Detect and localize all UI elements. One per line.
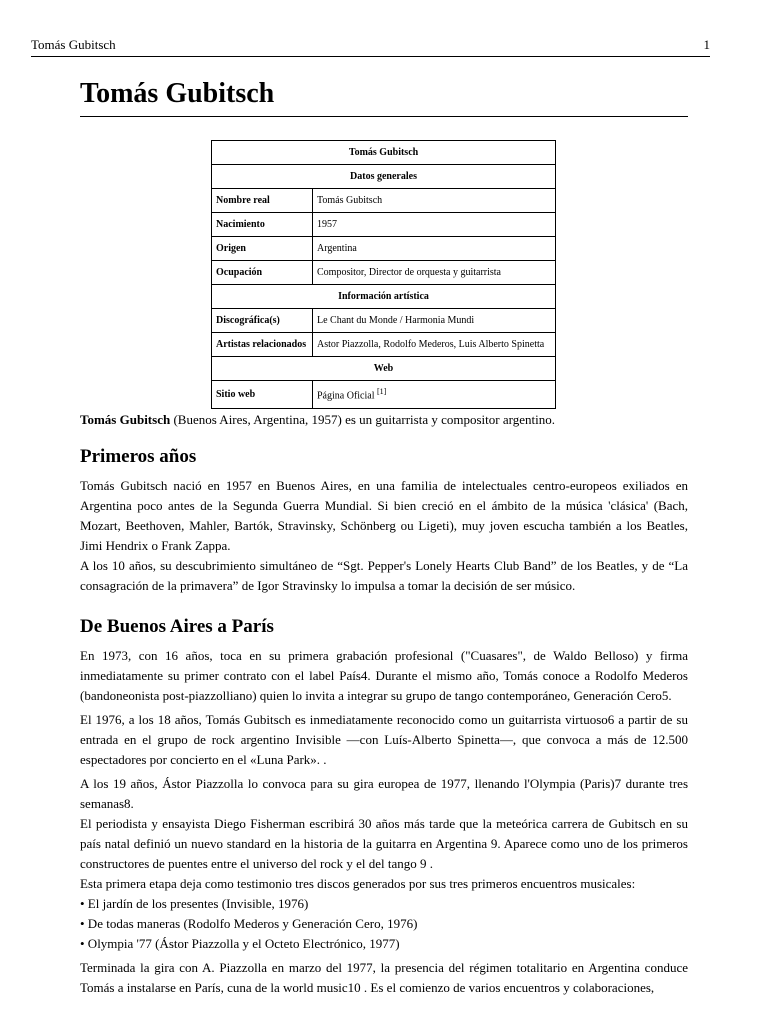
infobox-row [212, 261, 556, 285]
section-heading-de-buenos-aires-a-paris: De Buenos Aires a París [80, 616, 274, 637]
infobox-label: Nacimiento [212, 213, 313, 237]
infobox-label: Nombre real [212, 189, 313, 213]
lead-paragraph [80, 410, 688, 430]
section-heading-primeros-anos: Primeros años [80, 446, 197, 467]
infobox-value [313, 381, 556, 409]
infobox-section-artistic: Información artística [212, 285, 556, 309]
infobox-row [212, 213, 556, 237]
list-item: • Olympia '77 (Ástor Piazzolla y el Octeto Electrónico, 1977) [80, 936, 400, 951]
paragraph: El periodista y ensayista Diego Fisherman escribirá 30 años más tarde que la meteórica carrera de Gubitsch en su país natal definió un nuevo standard en la historia de la guitarra en Argentina 9. Aparece como uno de los primeros constructores de puentes entre el universo del rock y el del tango 9 . [80, 816, 688, 871]
lead-text: (Buenos Aires, Argentina, 1957) es un guitarrista y compositor argentino. [170, 412, 555, 427]
infobox-value: Le Chant du Monde / Harmonia Mundi [313, 309, 556, 333]
page-number: 1 [703, 37, 710, 52]
infobox-value: Argentina [313, 237, 556, 261]
paragraph: A los 19 años, Ástor Piazzolla lo convoca para su gira europea de 1977, llenando l'Olympia (Paris)7 durante tres semanas8. [80, 776, 688, 811]
official-site-link[interactable]: Página Oficial [317, 390, 375, 402]
paragraph: Tomás Gubitsch nació en 1957 en Buenos Aires, en una familia de intelectuales centro-europeos exiliados en Argentina poco antes de la Segunda Guerra Mundial. Si bien creció en el ámbito de la música 'clásica' (Bach, Mozart, Beethoven, Mahler, Bartók, Stravinsky, Schönberg ou Ligeti), muy joven escucha también a los Beatles, Jimi Hendrix o Frank Zappa. [80, 478, 688, 553]
lead-subject: Tomás Gubitsch [80, 412, 171, 427]
infobox-label: Ocupación [212, 261, 313, 285]
infobox-label: Origen [212, 237, 313, 261]
infobox-row [212, 333, 556, 357]
paragraph: Terminada la gira con A. Piazzolla en marzo del 1977, la presencia del régimen totalitario en Argentina conduce Tomás a instalarse en París, cuna de la world music10 . Es el comienzo de varios encuentros y colaboraciones, [80, 960, 688, 995]
infobox-label: Discográfica(s) [212, 309, 313, 333]
infobox-row [212, 309, 556, 333]
infobox-value: Compositor, Director de orquesta y guitarrista [313, 261, 556, 285]
page-title: Tomás Gubitsch [80, 76, 688, 117]
infobox-value: Astor Piazzolla, Rodolfo Mederos, Luis Alberto Spinetta [313, 333, 556, 357]
infobox-label: Artistas relacionados [212, 333, 313, 357]
infobox [211, 140, 556, 409]
infobox-section-web: Web [212, 357, 556, 381]
list-item: • De todas maneras (Rodolfo Mederos y Generación Cero, 1976) [80, 916, 418, 931]
paragraph: El 1976, a los 18 años, Tomás Gubitsch es inmediatamente reconocido como un guitarrista virtuoso6 a partir de su entrada en el grupo de rock argentino Invisible —con Luís-Alberto Spinetta—, que convoca a más de 12.500 espectadores por concierto en el «Luna Park». . [80, 712, 688, 767]
paragraph: A los 10 años, su descubrimiento simultáneo de “Sgt. Pepper's Lonely Hearts Club Band” de los Beatles, y de “La consagración de la primavera” de Igor Stravinsky lo impulsa a tomar la decisión de ser músico. [80, 558, 688, 593]
article-body [80, 410, 688, 998]
infobox-section-general: Datos generales [212, 165, 556, 189]
list-item: • El jardín de los presentes (Invisible, 1976) [80, 896, 309, 911]
infobox-label: Sitio web [212, 381, 313, 409]
paragraph: En 1973, con 16 años, toca en su primera grabación profesional ("Cuasares", de Waldo Belloso) y firma inmediatamente su primer contrato con el label País4. Durante el mismo año, Tomás conoce a Rodolfo Mederos (bandoneonista post-piazzolliano) quien lo invita a integrar su grupo de tango contemporáneo, Generación Cero5. [80, 648, 688, 703]
infobox-value: 1957 [313, 213, 556, 237]
infobox-row [212, 237, 556, 261]
infobox-row [212, 189, 556, 213]
running-header [31, 37, 710, 57]
infobox-row [212, 381, 556, 409]
reference-link[interactable]: [1] [376, 387, 387, 397]
infobox-title: Tomás Gubitsch [212, 141, 556, 165]
running-header-title: Tomás Gubitsch [31, 37, 116, 52]
infobox-value: Tomás Gubitsch [313, 189, 556, 213]
paragraph: Esta primera etapa deja como testimonio tres discos generados por sus tres primeros encuentros musicales: [80, 876, 636, 891]
